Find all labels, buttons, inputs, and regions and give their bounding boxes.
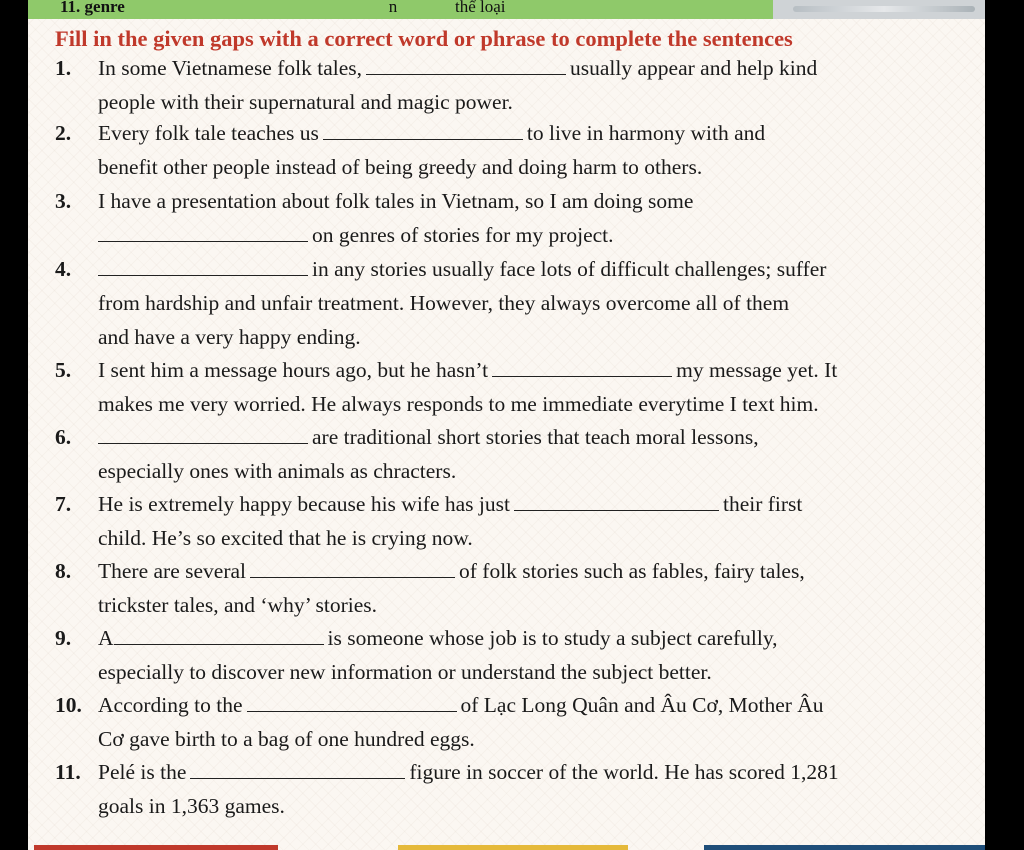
question-text: of Lạc Long Quân and Âu Cơ, Mother Âu [460,693,824,717]
question-text: Pelé is the [98,760,187,784]
question-text: I have a presentation about folk tales in Vietnam, so I am doing some [98,189,694,213]
question-number: 3. [55,189,72,213]
image-fragment [773,0,985,19]
blue-bar [704,845,985,850]
question-text: people with their supernatural and magic power. [98,90,513,114]
answer-blank[interactable] [323,119,523,140]
question-6 [55,420,965,488]
answer-blank[interactable] [366,54,566,75]
question-text: my message yet. It [676,358,838,382]
question-text: According to the [98,693,243,717]
worksheet-page [28,0,985,850]
question-text: to live in harmony with and [526,121,766,145]
question-number: 11. [55,760,81,784]
question-2 [55,116,965,184]
answer-blank[interactable] [492,356,672,377]
question-number: 7. [55,492,72,516]
question-text: figure in soccer of the world. He has scored 1,281 [409,760,839,784]
answer-blank[interactable] [514,490,719,511]
question-4 [55,252,965,354]
question-number: 1. [55,56,72,80]
question-1 [55,51,965,119]
answer-blank[interactable] [98,221,308,242]
question-text: on genres of stories for my project. [312,223,614,247]
question-number: 8. [55,559,72,583]
question-number: 10. [55,693,82,717]
question-text: benefit other people instead of being greedy and doing harm to others. [98,155,703,179]
question-text: goals in 1,363 games. [98,794,285,818]
previous-table-row [28,0,985,19]
question-text: in any stories usually face lots of difficult challenges; suffer [312,257,827,281]
answer-blank[interactable] [98,423,308,444]
row-word-type: n [343,0,443,19]
row-number-word: 11. genre [28,0,343,19]
question-10 [55,688,965,756]
question-7 [55,487,965,555]
question-text: I sent him a message hours ago, but he hasn’t [98,358,489,382]
row-meaning: thể loại [443,0,773,19]
question-11 [55,755,965,823]
question-number: 6. [55,425,72,449]
question-text: and have a very happy ending. [98,325,361,349]
question-text: In some Vietnamese folk tales, [98,56,363,80]
question-number: 4. [55,257,72,281]
question-number: 5. [55,358,72,382]
question-9 [55,621,965,689]
question-3 [55,184,965,252]
question-text: their first [722,492,803,516]
red-bar [34,845,278,850]
question-number: 2. [55,121,72,145]
answer-blank[interactable] [98,255,308,276]
exercise-heading: Fill in the given gaps with a correct word or phrase to complete the sentences [55,26,793,51]
question-5 [55,353,965,421]
question-text: is someone whose job is to study a subject carefully, [327,626,778,650]
answer-blank[interactable] [247,691,457,712]
bottom-decoration [28,845,985,850]
question-text: from hardship and unfair treatment. However, they always overcome all of them [98,291,790,315]
question-8 [55,554,965,622]
question-text: Every folk tale teaches us [98,121,319,145]
question-text: A [98,626,114,650]
yellow-bar [398,845,628,850]
question-number: 9. [55,626,72,650]
question-text: child. He’s so excited that he is crying now. [98,526,473,550]
answer-blank[interactable] [190,758,405,779]
answer-blank[interactable] [250,557,455,578]
question-text: of folk stories such as fables, fairy tales, [459,559,805,583]
answer-blank[interactable] [114,624,324,645]
question-text: Cơ gave birth to a bag of one hundred eggs. [98,727,475,751]
question-text: especially to discover new information or understand the subject better. [98,660,712,684]
question-text: There are several [98,559,247,583]
question-text: makes me very worried. He always responds to me immediate everytime I text him. [98,392,819,416]
question-text: trickster tales, and ‘why’ stories. [98,593,378,617]
question-text: He is extremely happy because his wife has just [98,492,510,516]
question-text: usually appear and help kind [570,56,818,80]
question-text: especially ones with animals as chracters. [98,459,457,483]
question-text: are traditional short stories that teach moral lessons, [312,425,759,449]
